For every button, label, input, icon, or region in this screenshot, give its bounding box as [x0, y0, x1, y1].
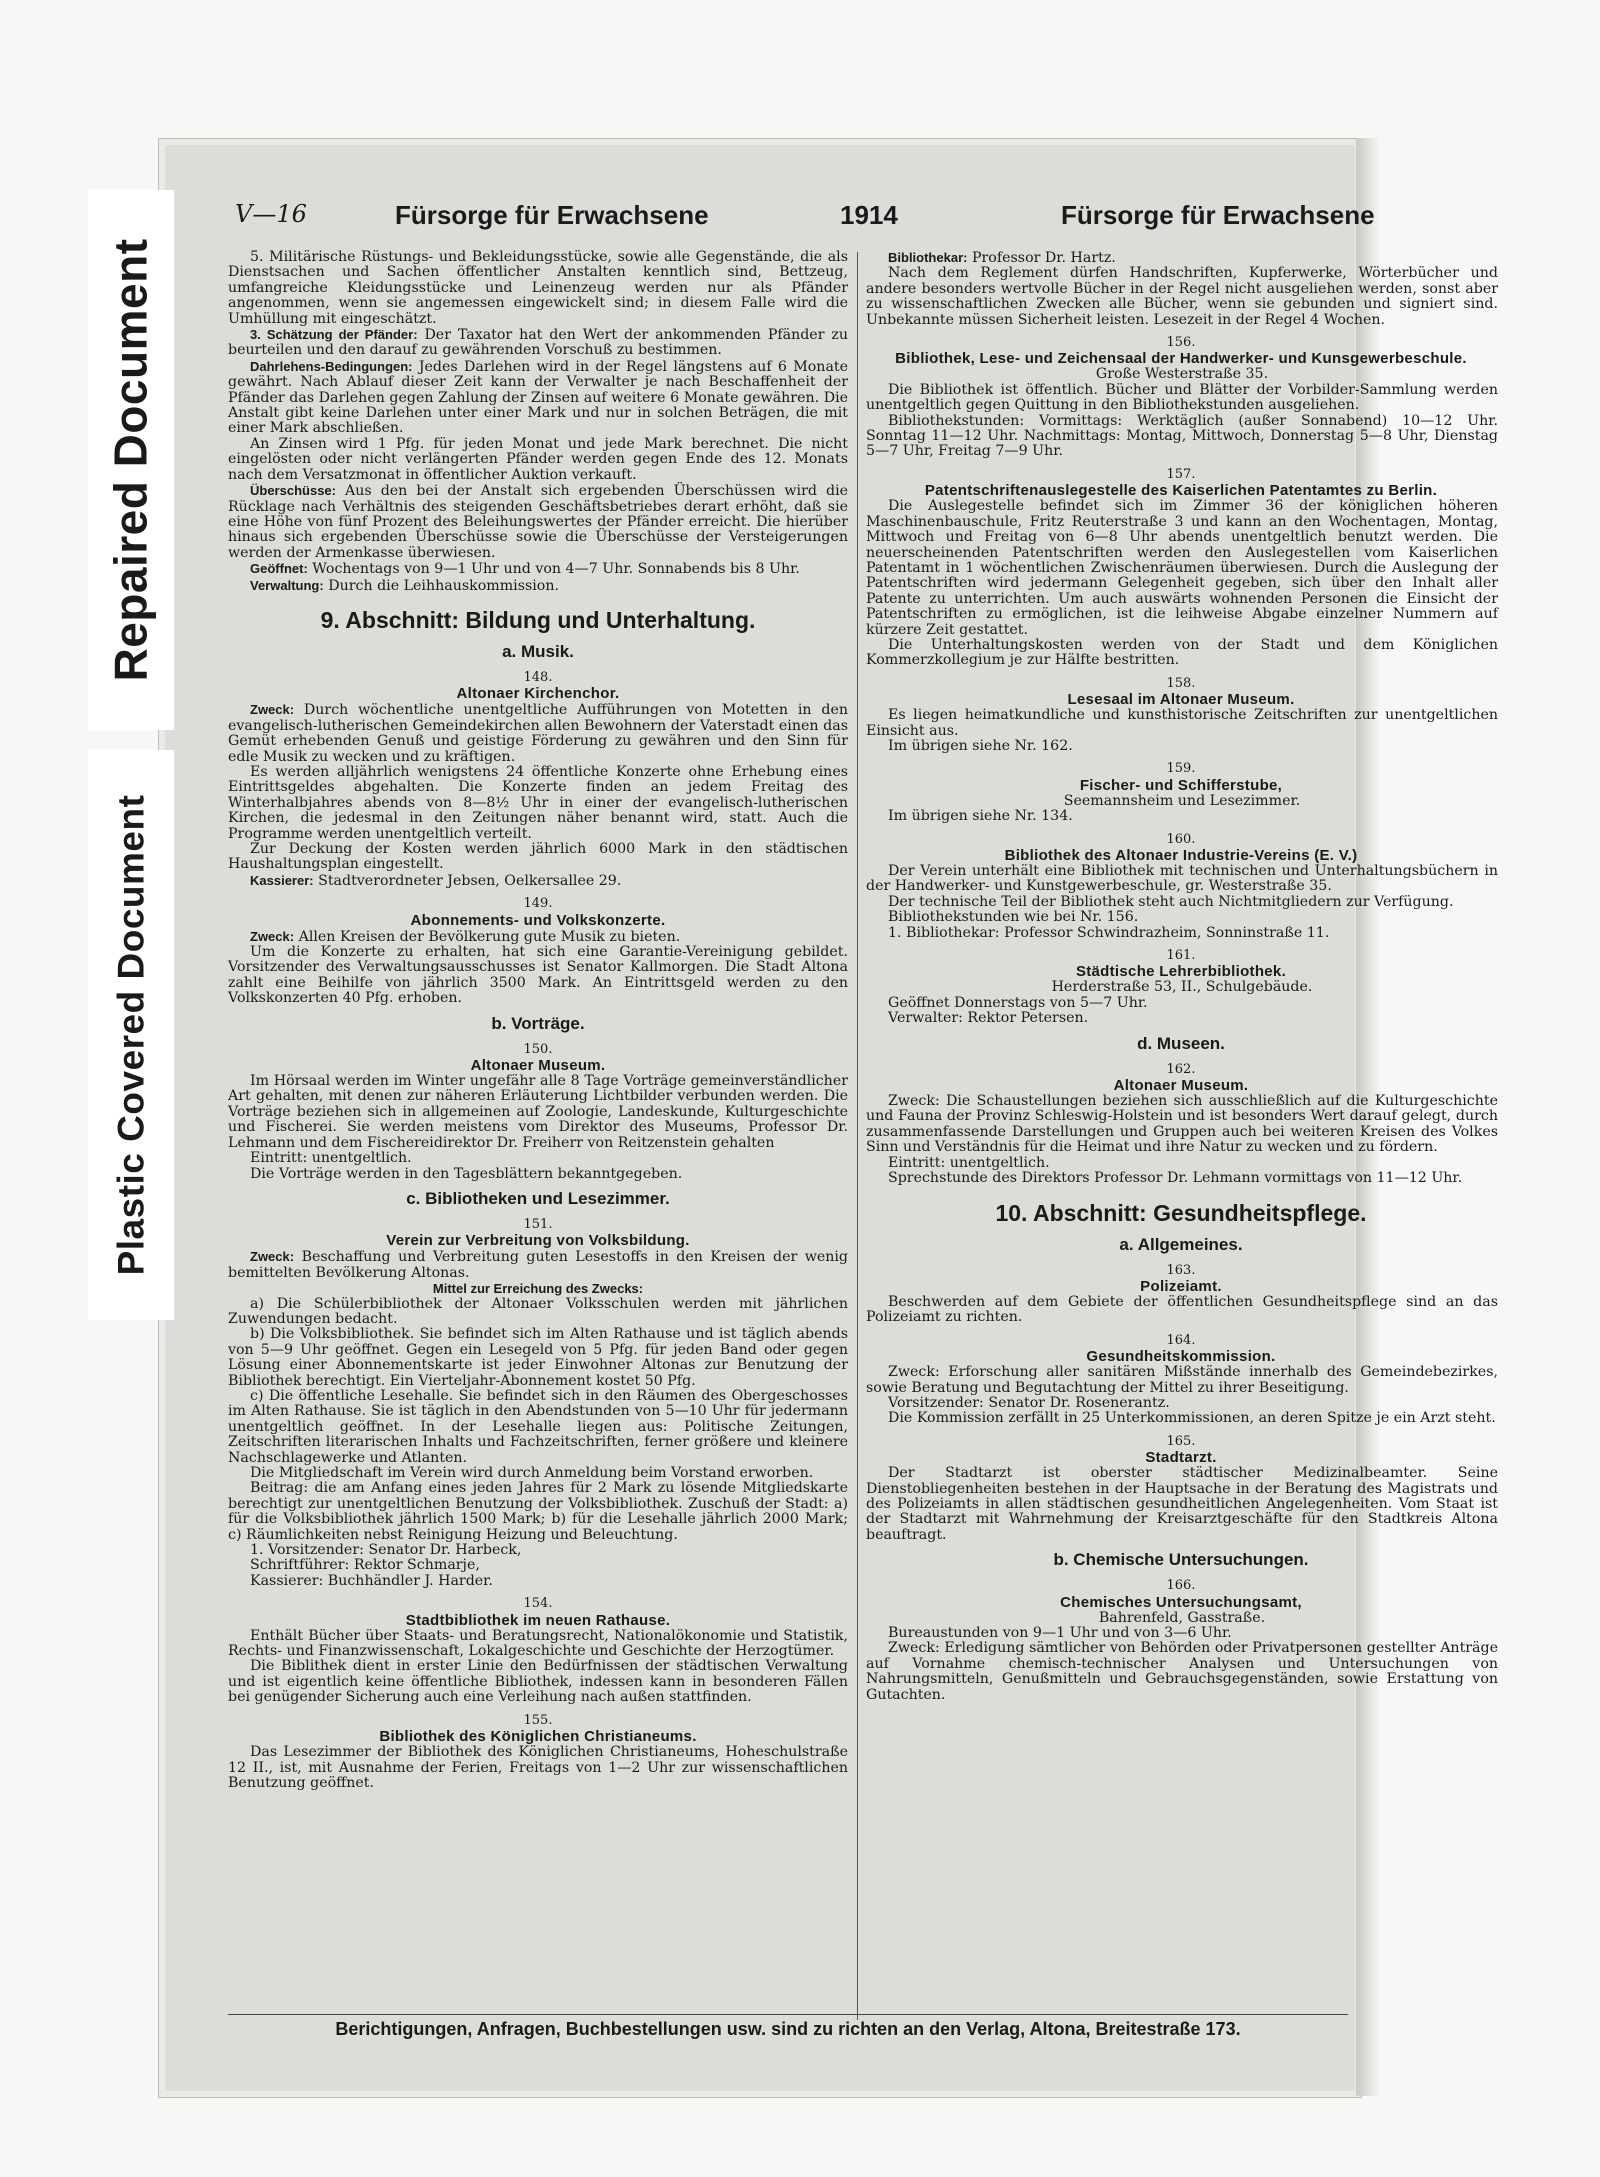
entry-number: 164. — [1166, 1332, 1196, 1348]
paragraph: Nach dem Reglement dürfen Handschriften, Kupferwerke, Wörterbücher und andere besonders wertvolle Bücher in der Regel nicht ausgeliehen werden, sonst aber zu wissenschaftlichen Zwecken alle Bücher, wenn sie gebunden und signiert sind. Unbekannte müssen Sicherheit leisten. Lesezeit in der Regel 4 Wochen. — [866, 265, 1498, 328]
paragraph: Dahrlehens-Bedingungen: Jedes Darlehen wird in der Regel längstens auf 6 Monate gewährt. Nach Ablauf dieser Zeit kann der Verwalter je nach Beschaffenheit der Pfänder das Darlehen gegen Zahlung der Zinsen auf weitere 6 Monate gewähren. Die Anstalt gibt keine Darlehen unter einer Mark und nur in solchen Beträgen, die mit einer Mark abschließen. — [228, 358, 848, 437]
paragraph: Zweck: Erforschung aller sanitären Mißstände innerhalb des Gemeindebezirkes, sowie Beratung und Begutachtung der Mittel zu ihrer Beseitigung. — [866, 1364, 1498, 1396]
entry-address: Herderstraße 53, II., Schulgebäude. — [1051, 979, 1313, 996]
paragraph: Enthält Bücher über Staats- und Beratungsrecht, Nationalökonomie und Statistik, Rechts- und Finanzwissenschaft, Lokalgeschichte und Geschichte der Herzogtümer. — [228, 1627, 848, 1660]
entry-title: Bibliothek des Königlichen Christianeums. — [379, 1728, 697, 1746]
entry-title: Patentschriftenauslegestelle des Kaiserlichen Patentamtes zu Berlin. — [924, 482, 1438, 500]
subsection-heading: d. Museen. — [1137, 1033, 1225, 1053]
entry-title: Lesesaal im Altonaer Museum. — [1067, 691, 1295, 709]
entry-title: Stadtarzt. — [1145, 1449, 1217, 1467]
repaired-document-tag: Repaired Document — [88, 190, 174, 730]
column-divider — [857, 252, 858, 2020]
paragraph: Es werden alljährlich wenigstens 24 öffentliche Konzerte ohne Erhebung eines Eintrittsgeldes abgehalten. Die Konzerte finden an jedem Freitag des Winterhalbjahres abends von 8—8½ Uhr in einer der evangelisch-lutherischen Kirchen, die jedesmal in den Zeitungen näher benannt wird, statt. Auch die Programme werden unentgeltlich verteilt. — [228, 763, 848, 842]
running-title-left: Fürsorge für Erwachsene — [395, 200, 709, 230]
paragraph: Mittel zur Erreichung des Zwecks: — [432, 1281, 644, 1297]
paragraph: Die Bibliothek ist öffentlich. Bücher und Blätter der Vorbilder-Sammlung werden unentgeltlich gegen Quittung in den Bibliothekstunden ausgeliehen. — [866, 381, 1498, 414]
paragraph: c) Die öffentliche Lesehalle. Sie befindet sich in den Räumen des Obergeschosses im Alten Rathause. Sie ist täglich in den Abendstunden von 5—10 Uhr für jedermann unentgeltlich geöffnet. In der Lesehalle liegen aus: Politische Zeitungen, Zeitschriften literarischen Inhalts und Fachzeitschriften, ferner größere und kleinere Nachschlagewerke und Atlanten. — [228, 1387, 848, 1466]
paragraph: Im übrigen siehe Nr. 162. — [888, 737, 1073, 754]
entry-address: Große Westerstraße 35. — [1095, 366, 1269, 383]
paragraph: Die Auslegestelle befindet sich im Zimmer 36 der königlichen höheren Maschinenbauschule, Fritz Reuterstraße 3 und kann an den Wochentagen, Montag, Mittwoch und Freitag von 6—8 Uhr abends unentgeltlich benutzt werden. Die neuerscheinenden Patentschriften werden den Auslegestellen vom Kaiserlichen Patentamt in 1 wöchentlichen Zwischenräumen überwiesen. Durch die Auslegung der Patentschriften wird jedermann Gelegenheit gegeben, sich über den Inhalt aller Patente zu unterrichten. Um auch auswärts wohnenden Personen die Einsicht der Patentschriften zu ermöglichen, ist die leihweise Abgabe einzelner Nummern auf kürzere Zeit gestattet. — [866, 498, 1498, 638]
paragraph: Eintritt: unentgeltlich. — [888, 1154, 1050, 1171]
page-header — [235, 200, 1375, 230]
entry-number: 158. — [1166, 675, 1196, 691]
paragraph: a) Die Schülerbibliothek der Altonaer Volksschulen werden mit jährlichen Zuwendungen bedacht. — [228, 1295, 848, 1327]
entry-title: Stadtbibliothek im neuen Rathause. — [405, 1611, 671, 1629]
paragraph: Die Mitgliedschaft im Verein wird durch Anmeldung beim Vorstand erworben. — [250, 1465, 814, 1481]
paragraph: Die Kommission zerfällt in 25 Unterkommissionen, an deren Spitze je ein Arzt steht. — [888, 1410, 1496, 1427]
paragraph: Der Stadtarzt ist oberster städtischer Medizinalbeamter. Seine Dienstobliegenheiten bestehen in der Hauptsache in der Beratung des Magistrats und des Polizeiamts in allen städtischen gesundheitlichen Angelegenheiten. Vom Staat ist der Stadtarzt mit Wahrnehmung der Kreisarztgeschäfte für den Stadtkreis Altona beauftragt. — [866, 1465, 1498, 1543]
entry-title: Fischer- und Schifferstube, — [1079, 776, 1283, 794]
section-heading: 9. Abschnitt: Bildung und Unterhaltung. — [320, 606, 756, 633]
plastic-covered-document-tag: Plastic Covered Document — [88, 750, 174, 1320]
subsection-heading: b. Chemische Untersuchungen. — [1053, 1550, 1309, 1570]
paragraph: Bureaustunden von 9—1 Uhr und von 3—6 Uhr. — [888, 1625, 1232, 1641]
entry-title: Bibliothek des Altonaer Industrie-Vereins (E. V.) — [1004, 847, 1358, 864]
paragraph: Eintritt: unentgeltlich. — [250, 1150, 412, 1167]
subsection-heading: b. Vorträge. — [491, 1013, 585, 1033]
entry-number: 150. — [523, 1041, 553, 1057]
entry-title: Chemisches Untersuchungsamt, — [1060, 1593, 1302, 1611]
paragraph: Kassierer: Stadtverordneter Jebsen, Oelkersallee 29. — [250, 872, 622, 889]
document-tags — [88, 190, 174, 1320]
paragraph: Sprechstunde des Direktors Professor Dr. Lehmann vormittags von 11—12 Uhr. — [888, 1170, 1463, 1187]
entry-title: Altonaer Museum. — [470, 1057, 606, 1075]
paragraph: 1. Vorsitzender: Senator Dr. Harbeck, — [250, 1542, 522, 1559]
entry-number: 165. — [1166, 1433, 1196, 1449]
paragraph: Zweck: Die Schaustellungen beziehen sich ausschließlich auf die Kulturgeschichte und Fauna der Provinz Schleswig-Holstein und ist besonders Wert darauf gelegt, durch zusammenfassende Darstellungen und Gruppen auch bei weiteren Kreisen des Volkes Sinn und Verständnis für die Heimat und ihre Natur zu wecken und zu fördern. — [866, 1093, 1498, 1156]
entry-number: 159. — [1166, 761, 1196, 777]
paragraph: Verwalter: Rektor Petersen. — [888, 1010, 1089, 1027]
entry-title: Abonnements- und Volkskonzerte. — [410, 911, 666, 929]
entry-title: Bibliothek, Lese- und Zeichensaal der Handwerker- und Kunsgewerbeschule. — [895, 350, 1467, 368]
paragraph: Die Biblithek dient in erster Linie den Bedürfnissen der städtischen Verwaltung und ist eigentlich keine öffentliche Bibliothek, indessen kann in besonderen Fällen bei genügender Sicherung auch eine Verleihung nach außen stattfinden. — [228, 1658, 848, 1706]
section-heading: 10. Abschnitt: Gesundheitspflege. — [995, 1199, 1367, 1226]
entry-title: Städtische Lehrerbibliothek. — [1075, 963, 1287, 981]
paragraph: Zweck: Durch wöchentliche unentgeltliche Aufführungen von Motetten in den evangelisch-lutherischen Gemeindekirchen allen Bewohnern der Vaterstadt einen das Gemüt erhebenden Genuß und geistige Förderung zu gewähren und den Sinn für edle Musik zu wecken und zu kräftigen. — [228, 702, 848, 765]
left-column — [228, 250, 848, 1791]
paragraph: Das Lesezimmer der Bibliothek des Königlichen Christianeums, Hoheschulstraße 12 II., ist, mit Ausnahme der Ferien, Freitags von 1—2 Uhr zur wissenschaftlichen Benutzung geöffnet. — [228, 1744, 848, 1791]
paragraph: Beitrag: die am Anfang eines jeden Jahres für 2 Mark zu lösende Mitgliedskarte berechtigt zur unentgeltlichen Benutzung der Volksbibliothek. Zuschuß der Stadt: a) für die Volksbibliothek jährlich 1500 Mark; b) für die Lesehalle jährlich 2000 Mark; c) Räumlichkeiten nebst Reinigung Heizung und Beleuchtung. — [228, 1480, 848, 1543]
paragraph: Es liegen heimatkundliche und kunsthistorische Zeitschriften zur unentgeltlichen Einsicht aus. — [866, 707, 1498, 739]
paragraph: An Zinsen wird 1 Pfg. für jeden Monat und jede Mark berechnet. Die nicht eingelösten oder nicht verlängerten Pfänder werden gegen Ende des 12. Monats nach dem Versatzmonat in öffentlicher Auktion verkauft. — [228, 435, 848, 483]
entry-number: 151. — [523, 1216, 553, 1232]
page-number: V—16 — [235, 200, 307, 228]
entry-title: Altonaer Kirchenchor. — [456, 685, 620, 703]
paragraph: Im übrigen siehe Nr. 134. — [888, 808, 1073, 825]
paragraph: Im Hörsaal werden im Winter ungefähr alle 8 Tage Vorträge gemeinverständlicher Art gehalten, mit denen zur näheren Erläuterung Lichtbilder verbunden werden. Die Vorträge beziehen sich in allgemeinen auf Zoologie, Landeskunde, Kulturgeschichte und Fischerei. Sie werden meistens vom Direktor des Museums, Professor Dr. Lehmann und dem Fischereidirektor Dr. Freiherr von Reitzenstein gehalten — [228, 1073, 848, 1151]
paragraph: Zur Deckung der Kosten werden jährlich 6000 Mark in den städtischen Haushaltungsplan eingestellt. — [228, 841, 848, 873]
year: 1914 — [840, 200, 898, 230]
paragraph: Bibliothekstunden wie bei Nr. 156. — [888, 909, 1139, 926]
paragraph: 1. Bibliothekar: Professor Schwindrazheim, Sonninstraße 11. — [888, 924, 1330, 941]
subsection-heading: a. Allgemeines. — [1119, 1234, 1243, 1254]
entry-number: 163. — [1166, 1262, 1196, 1278]
subsection-heading: a. Musik. — [502, 641, 574, 661]
paragraph: Zweck: Allen Kreisen der Bevölkerung gute Musik zu bieten. — [250, 928, 681, 945]
entry-title: Polizeiamt. — [1140, 1277, 1222, 1295]
paragraph: Geöffnet Donnerstags von 5—7 Uhr. — [888, 994, 1148, 1011]
paragraph: 3. Schätzung der Pfänder: Der Taxator hat den Wert der ankommenden Pfänder zu beurteilen und den darauf zu gewährenden Vorschuß zu bestimmen. — [228, 327, 848, 359]
paragraph: 5. Militärische Rüstungs- und Bekleidungsstücke, sowie alle Gegenstände, die als Dienstsachen und Sachen öffentlicher Anstalten kenntlich sind, Bettzeug, umfangreiche Kleidungsstücke und Leinenzeug werden nur als Pfänder angenommen, wenn sie angemessen eingewickelt sind; in diesem Falle wird die Umhüllung mit eingeschätzt. — [228, 249, 848, 327]
paragraph: b) Die Volksbibliothek. Sie befindet sich im Alten Rathause und ist täglich abends von 5—9 Uhr geöffnet. Gegen ein Lesegeld von 5 Pfg. für jeden Band oder gegen Lösung einer Abonnementskarte ist jeder Einwohner Altonas zur Benutzung der Bibliothek berechtigt. Ein Vierteljahr-Abonnement kostet 50 Pfg. — [228, 1326, 848, 1389]
right-column — [866, 250, 1496, 1703]
paragraph: Kassierer: Buchhändler J. Harder. — [250, 1572, 493, 1589]
paragraph: Beschwerden auf dem Gebiete der öffentlichen Gesundheitspflege sind an das Polizeiamt zu richten. — [866, 1293, 1498, 1326]
entry-number: 149. — [523, 896, 553, 912]
entry-number: 162. — [1166, 1061, 1196, 1077]
paragraph: Zweck: Erledigung sämtlicher von Behörden oder Privatpersonen gestellter Anträge auf Vornahme chemisch-technischer Analysen und Untersuchungen von Nahrungsmitteln, Genußmitteln und Gebrauchsgegenständen, sowie Erstattung von Gutachten. — [866, 1640, 1498, 1703]
paragraph: Vorsitzender: Senator Dr. Rosenerantz. — [888, 1394, 1170, 1411]
entry-title: Verein zur Verbreitung von Volksbildung. — [386, 1232, 690, 1250]
paragraph: Verwaltung: Durch die Leihhauskommission. — [250, 577, 559, 594]
entry-title: Gesundheitskommission. — [1086, 1348, 1276, 1366]
paragraph: Um die Konzerte zu erhalten, hat sich eine Garantie-Vereinigung gebildet. Vorsitzender des Verwaltungsausschusses ist Senator Kallmorgen. Die Stadt Altona zahlt eine Beihilfe von jährlich 3500 Mark. An Eintrittsgeld werden zu den Volkskonzerten 40 Pfg. erhoben. — [228, 944, 848, 1007]
paragraph: Der technische Teil der Bibliothek steht auch Nichtmitgliedern zur Verfügung. — [888, 893, 1454, 910]
entry-number: 160. — [1166, 831, 1196, 847]
entry-address: Seemannsheim und Lesezimmer. — [1063, 792, 1301, 809]
entry-number: 155. — [523, 1712, 553, 1728]
paragraph: Überschüsse: Aus den bei der Anstalt sich ergebenden Überschüssen wird die Rücklage nach Verhältnis des steigenden Geschäftsbetriebes derart erhöht, daß sie eine Höhe von fünf Prozent des Beleihungswertes der Pfänder erreicht. Die hierüber hinaus sich ergebenden Überschüsse sowie die Überschüsse der Versteigerungen werden der Armenkasse überwiesen. — [228, 483, 848, 561]
paragraph: Bibliothekstunden: Vormittags: Werktäglich (außer Sonnabend) 10—12 Uhr. Sonntag 11—12 Uhr. Nachmittags: Montag, Mittwoch, Donnerstag 5—8 Uhr, Dienstag 5—7 Uhr, Freitag 7—9 Uhr. — [866, 412, 1498, 460]
entry-number: 154. — [523, 1596, 553, 1612]
subsection-heading: c. Bibliotheken und Lesezimmer. — [406, 1188, 670, 1208]
paragraph: Der Verein unterhält eine Bibliothek mit technischen und Unterhaltungsbüchern in der Handwerker- und Kunstgewerbeschule, gr. Westerstraße 35. — [866, 863, 1498, 895]
paragraph: Geöffnet: Wochentags von 9—1 Uhr und von 4—7 Uhr. Sonnabends bis 8 Uhr. — [250, 561, 800, 578]
entry-number: 157. — [1166, 466, 1196, 482]
paragraph: Die Unterhaltungskosten werden von der Stadt und dem Königlichen Kommerzkollegium je zur Hälfte bestritten. — [866, 636, 1498, 669]
running-title-right: Fürsorge für Erwachsene — [1061, 200, 1375, 230]
publisher-footer: Berichtigungen, Anfragen, Buchbestellungen usw. sind zu richten an den Verlag, Altona, Breitestraße 173. — [228, 2014, 1348, 2040]
entry-number: 148. — [523, 669, 553, 685]
entry-number: 166. — [1166, 1578, 1196, 1594]
entry-address: Bahrenfeld, Gasstraße. — [1098, 1609, 1266, 1626]
entry-title: Altonaer Museum. — [1113, 1077, 1249, 1095]
paragraph: Schriftführer: Rektor Schmarje, — [250, 1557, 480, 1574]
entry-number: 161. — [1166, 948, 1196, 964]
paragraph: Bibliothekar: Professor Dr. Hartz. — [888, 250, 1116, 266]
paragraph: Zweck: Beschaffung und Verbreitung guten Lesestoffs in den Kreisen der wenig bemittelten Bevölkerung Altonas. — [228, 1249, 849, 1281]
entry-number: 156. — [1166, 335, 1196, 351]
paragraph: Die Vorträge werden in den Tagesblättern bekanntgegeben. — [250, 1165, 683, 1182]
